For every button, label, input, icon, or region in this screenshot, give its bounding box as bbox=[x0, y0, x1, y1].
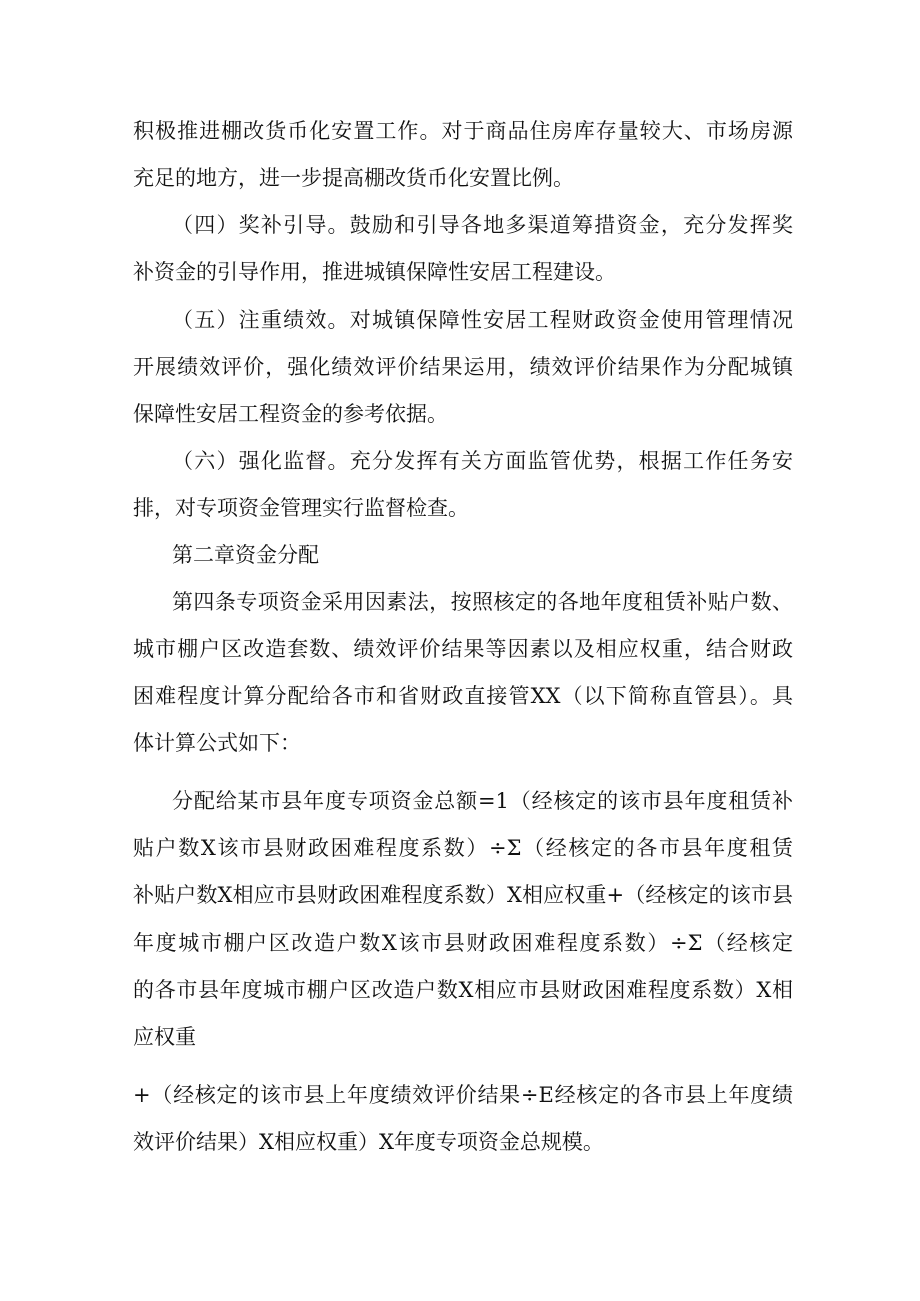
formula-line: 年度城市棚户区改造户数X该市县财政困难程度系数）÷Σ（经核定 bbox=[133, 931, 793, 955]
text-line: 排，对专项资金管理实行监督检查。 bbox=[133, 496, 469, 520]
text-line: 城市棚户区改造套数、绩效评价结果等因素以及相应权重，结合财政 bbox=[133, 637, 793, 661]
text-line: 体计算公式如下： bbox=[133, 731, 301, 755]
formula-line: 的各市县年度城市棚户区改造户数X相应市县财政困难程度系数）X相 bbox=[133, 978, 793, 1002]
text-line: （五）注重绩效。对城镇保障性安居工程财政资金使用管理情况 bbox=[172, 308, 793, 332]
text-line: 积极推进棚改货币化安置工作。对于商品住房库存量较大、市场房源 bbox=[133, 119, 793, 143]
text-line: （六）强化监督。充分发挥有关方面监管优势，根据工作任务安 bbox=[172, 449, 793, 473]
formula-line: +（经核定的该市县上年度绩效评价结果÷E经核定的各市县上年度绩 bbox=[133, 1083, 793, 1107]
text-line: （四）奖补引导。鼓励和引导各地多渠道筹措资金，充分发挥奖 bbox=[172, 213, 793, 237]
chapter-heading: 第二章资金分配 bbox=[172, 543, 319, 567]
text-line: 困难程度计算分配给各市和省财政直接管XX（以下简称直管县）。具 bbox=[133, 684, 793, 708]
text-line: 补资金的引导作用，推进城镇保障性安居工程建设。 bbox=[133, 260, 616, 284]
text-line: 开展绩效评价，强化绩效评价结果运用，绩效评价结果作为分配城镇 bbox=[133, 355, 793, 379]
formula-line: 分配给某市县年度专项资金总额=1（经核定的该市县年度租赁补 bbox=[172, 789, 793, 813]
formula-line: 补贴户数X相应市县财政困难程度系数）X相应权重+（经核定的该市县 bbox=[133, 883, 793, 907]
formula-line: 贴户数X该市县财政困难程度系数）÷Σ（经核定的各市县年度租赁 bbox=[133, 836, 793, 860]
text-line: 保障性安居工程资金的参考依据。 bbox=[133, 402, 448, 426]
formula-line: 效评价结果）X相应权重）X年度专项资金总规模。 bbox=[133, 1130, 604, 1154]
text-line: 第四条专项资金采用因素法，按照核定的各地年度租赁补贴户数、 bbox=[172, 590, 793, 614]
text-line: 充足的地方，进一步提高棚改货币化安置比例。 bbox=[133, 166, 574, 190]
formula-line: 应权重 bbox=[133, 1025, 196, 1049]
